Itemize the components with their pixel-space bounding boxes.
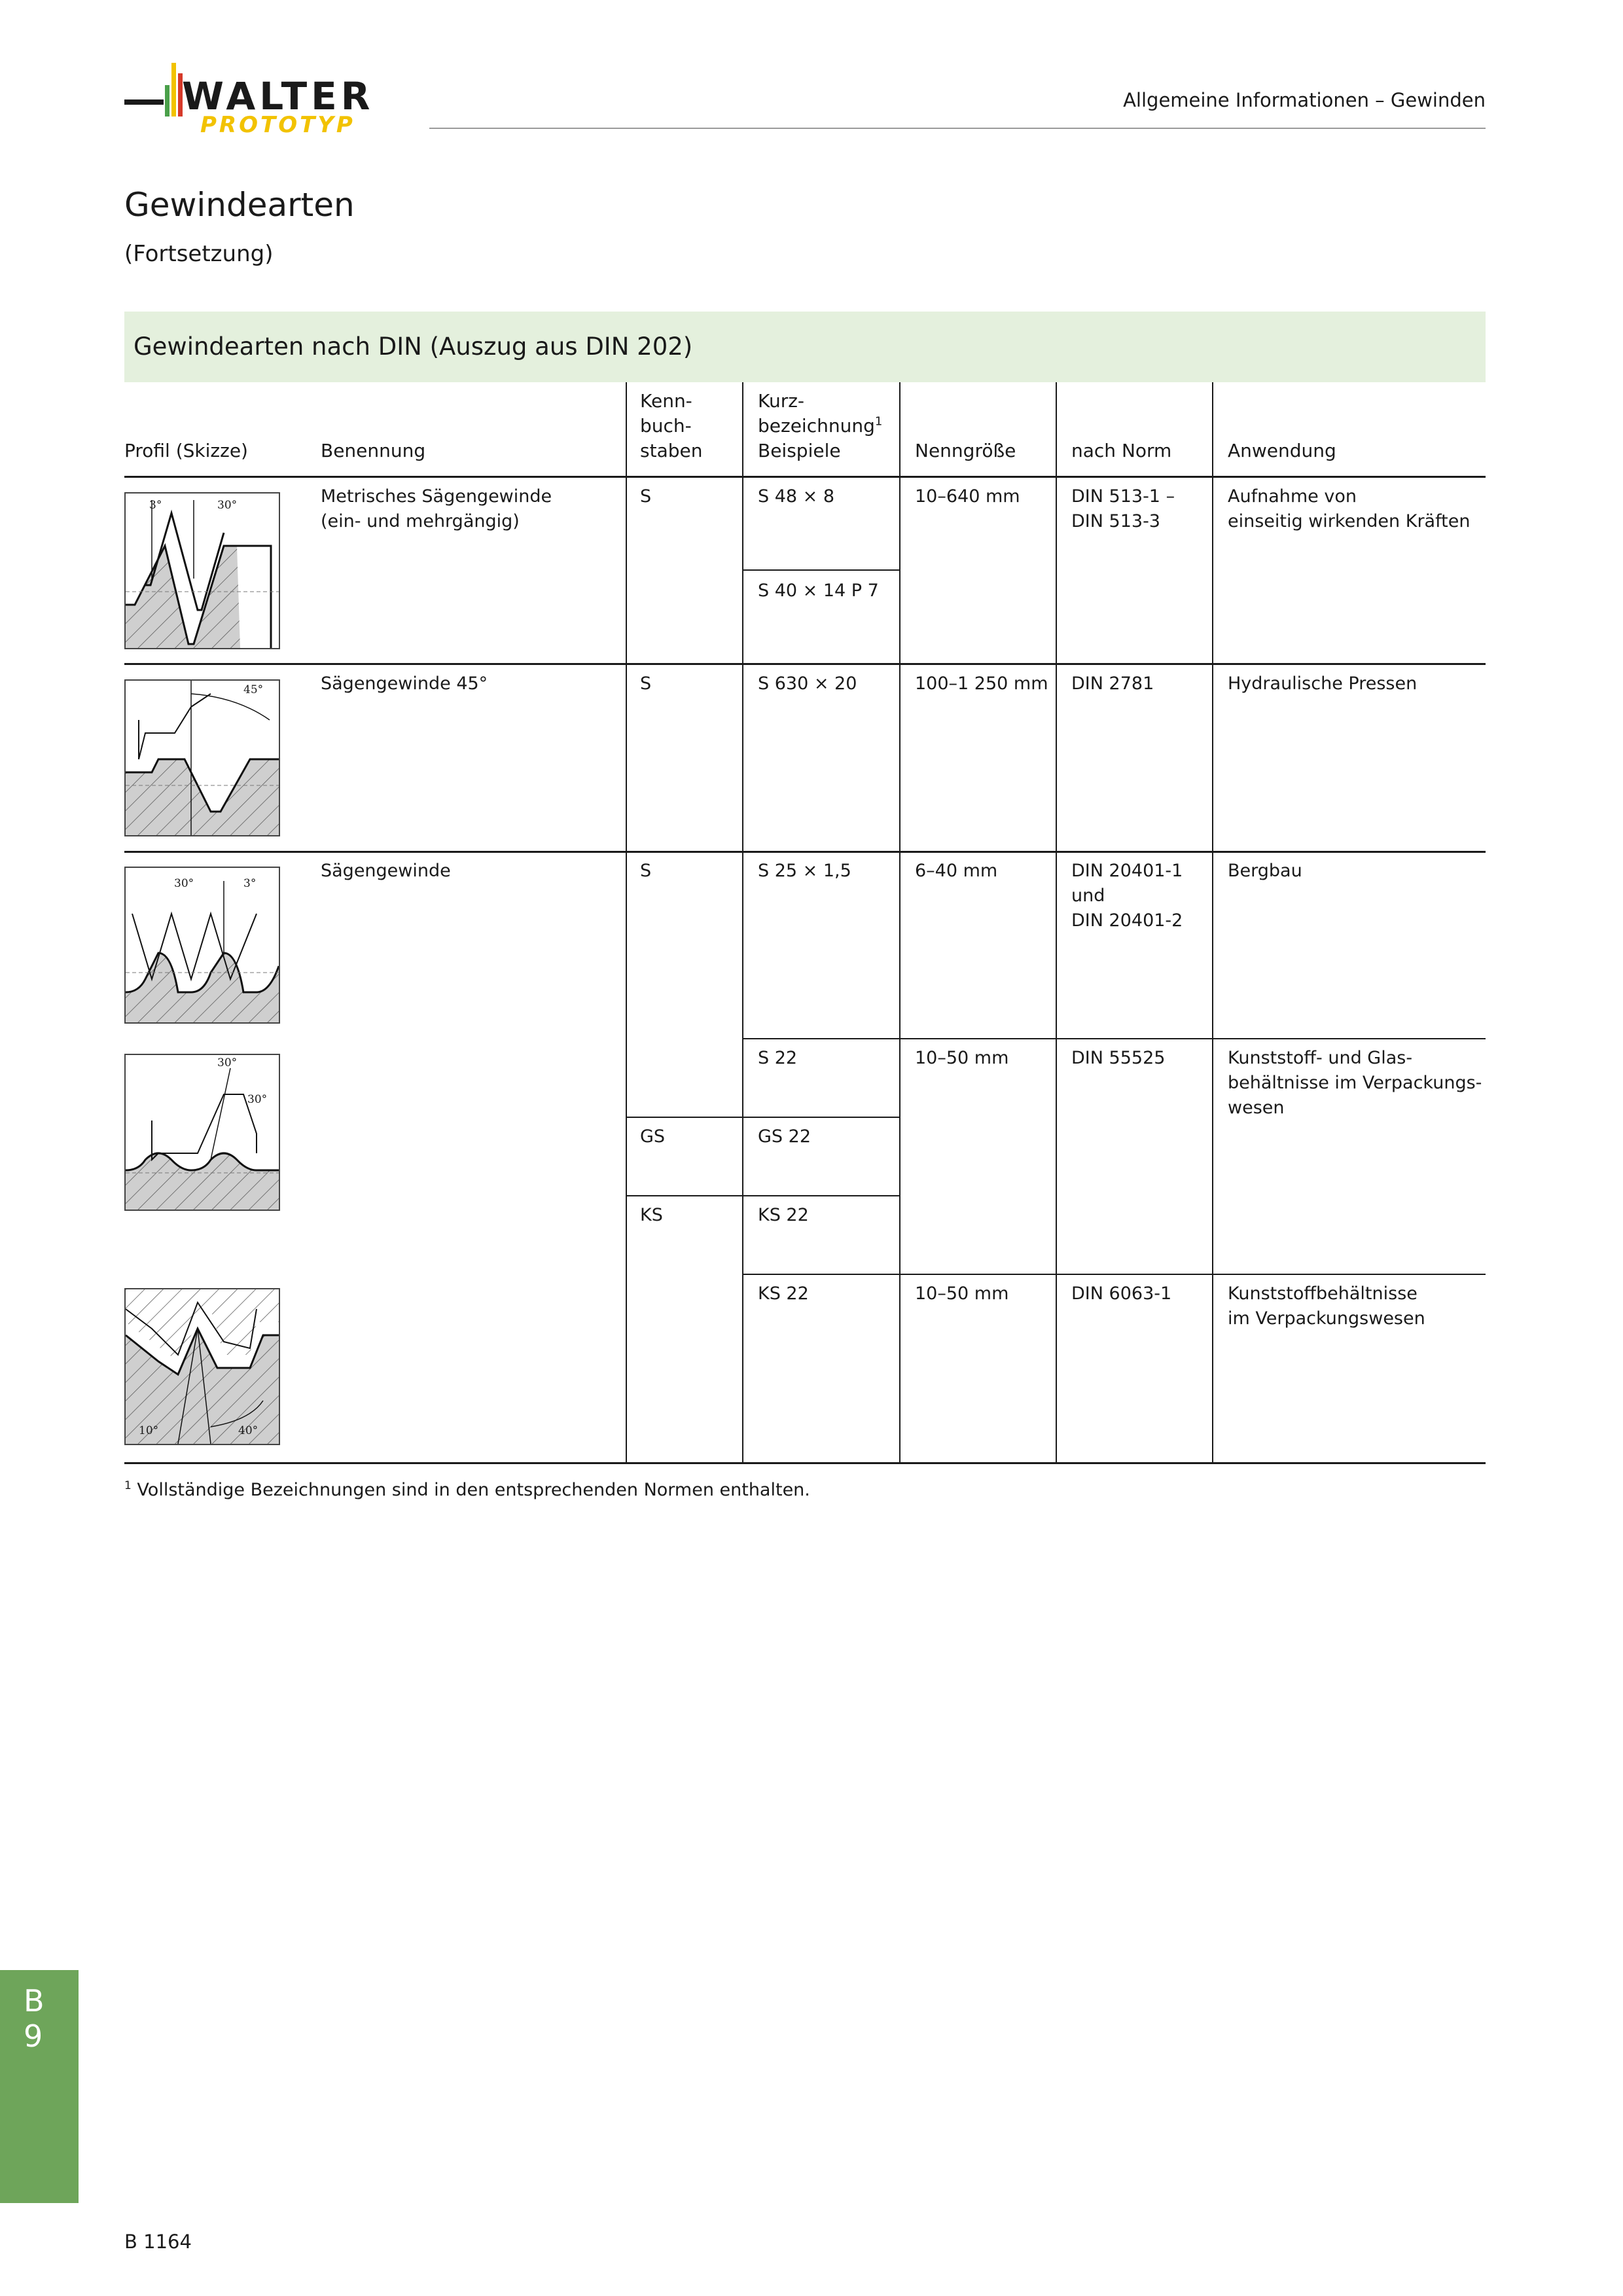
row2-nenn: 100–1 250 mm: [915, 673, 1048, 694]
chapter-tab: [0, 1970, 79, 2203]
row1-kenn: S: [640, 486, 652, 507]
header-kurz-footnote-mark: 1: [874, 414, 883, 429]
footnote-text: Vollständige Bezeichnungen sind in den entsprechenden Normen enthalten.: [137, 1480, 810, 1500]
logo-subword: PROTOTYP: [200, 112, 355, 138]
table-rule: [124, 1462, 1486, 1464]
row3e-anwendung: Kunststoffbehältnisse im Verpackungswesen: [1228, 1283, 1425, 1329]
sketch-angle-label: 30°: [247, 1093, 268, 1106]
header-kurz-sub: Beispiele: [758, 440, 841, 461]
row3c-kurz: GS 22: [758, 1126, 811, 1147]
row3e-norm: DIN 6063-1: [1071, 1283, 1172, 1304]
row2-kenn: S: [640, 673, 652, 694]
row1-norm: DIN 513-1 – DIN 513-3: [1071, 486, 1175, 531]
header-nenngroesse: Nenngröße: [915, 440, 1016, 461]
row3-kenn-ks: KS: [640, 1205, 663, 1225]
cell-rule: [626, 1195, 899, 1196]
sketch-saegengewinde-c: [124, 1288, 280, 1445]
divider: [626, 664, 627, 852]
header-kennbuchstaben: Kenn- buch- staben: [640, 390, 703, 461]
row3b-anwendung: Kunststoff- und Glas- behältnisse im Verpackungs- wesen: [1228, 1048, 1482, 1118]
divider: [742, 476, 743, 663]
header-section-title: Allgemeine Informationen – Gewinden: [1123, 89, 1486, 111]
table-rule: [124, 851, 1486, 853]
row3e-nenn: 10–50 mm: [915, 1283, 1009, 1304]
header-divider: [429, 128, 1486, 129]
row1-anwendung: Aufnahme von einseitig wirkenden Kräften: [1228, 486, 1471, 531]
sketch-angle-label: 10°: [139, 1424, 159, 1437]
sketch-angle-label: 3°: [243, 877, 257, 890]
sketch-angle-label: 45°: [243, 683, 264, 696]
row3e-kurz: KS 22: [758, 1283, 809, 1304]
header-benennung: Benennung: [321, 440, 426, 461]
divider: [626, 382, 627, 476]
row1-kurz-b: S 40 × 14 P 7: [758, 581, 879, 601]
divider: [1212, 476, 1213, 663]
divider: [1056, 852, 1057, 1463]
row3b-nenn: 10–50 mm: [915, 1048, 1009, 1068]
cell-rule: [742, 1038, 1486, 1039]
row2-kurz: S 630 × 20: [758, 673, 857, 694]
row2-benennung: Sägengewinde 45°: [321, 673, 488, 694]
footnote: [124, 1479, 810, 1500]
row3a-kurz: S 25 × 1,5: [758, 861, 851, 881]
divider: [899, 852, 901, 1463]
sketch-angle-label: 40°: [238, 1424, 259, 1437]
table-rule: [124, 476, 1486, 478]
cell-rule: [742, 1274, 1486, 1275]
divider: [899, 476, 901, 663]
row3-kenn-s: S: [640, 861, 652, 881]
row1-nenn: 10–640 mm: [915, 486, 1020, 507]
sketch-saegengewinde-a: [124, 867, 280, 1024]
header-kurzbezeichnung: [758, 389, 882, 463]
row3a-nenn: 6–40 mm: [915, 861, 998, 881]
row3b-norm: DIN 55525: [1071, 1048, 1166, 1068]
divider: [742, 382, 743, 476]
row2-norm: DIN 2781: [1071, 673, 1154, 694]
header-kurz-main: Kurz- bezeichnung: [758, 390, 875, 437]
sketch-saegengewinde-45: [124, 679, 280, 836]
footnote-mark: 1: [124, 1479, 132, 1492]
divider: [1056, 476, 1057, 663]
divider: [1056, 664, 1057, 852]
page-number: B 1164: [124, 2231, 192, 2253]
header-profil: Profil (Skizze): [124, 440, 248, 461]
divider: [899, 664, 901, 852]
section-band: [124, 312, 1486, 382]
header-anwendung: Anwendung: [1228, 440, 1336, 461]
divider: [626, 852, 627, 1463]
row3a-norm: DIN 20401-1 und DIN 20401-2: [1071, 861, 1183, 931]
row3-benennung: Sägengewinde: [321, 861, 451, 881]
row3-kenn-gs: GS: [640, 1126, 666, 1147]
table-rule: [124, 663, 1486, 665]
row3d-kurz: KS 22: [758, 1205, 809, 1225]
divider: [899, 382, 901, 476]
sketch-angle-label: 3°: [149, 499, 162, 512]
section-title: Gewindearten nach DIN (Auszug aus DIN 202): [134, 332, 693, 361]
sketch-angle-label: 30°: [217, 499, 238, 512]
logo-word: WALTER: [182, 74, 374, 118]
divider: [626, 476, 627, 663]
row3a-anwendung: Bergbau: [1228, 861, 1302, 881]
row1-benennung: Metrisches Sägengewinde (ein- und mehrgängig): [321, 486, 552, 531]
page-title: Gewindearten: [124, 186, 355, 224]
sketch-saegengewinde-b: [124, 1054, 280, 1211]
sketch-angle-label: 30°: [174, 877, 194, 890]
row2-anwendung: Hydraulische Pressen: [1228, 673, 1418, 694]
row3b-kurz: S 22: [758, 1048, 798, 1068]
divider: [1212, 382, 1213, 476]
cell-rule: [626, 1117, 899, 1118]
logo-mark-icon: [124, 59, 183, 131]
divider: [742, 664, 743, 852]
sketch-metrisch-saegengewinde: [124, 492, 280, 649]
divider: [742, 852, 743, 1463]
divider: [1212, 852, 1213, 1463]
row1-kurz-a: S 48 × 8: [758, 486, 835, 507]
divider: [1212, 664, 1213, 852]
sketch-angle-label: 30°: [217, 1056, 238, 1069]
cell-rule: [742, 569, 899, 571]
divider: [1056, 382, 1057, 476]
page-subtitle: (Fortsetzung): [124, 241, 274, 267]
header-norm: nach Norm: [1071, 440, 1172, 461]
chapter-tab-label: B 9: [24, 1983, 47, 2054]
